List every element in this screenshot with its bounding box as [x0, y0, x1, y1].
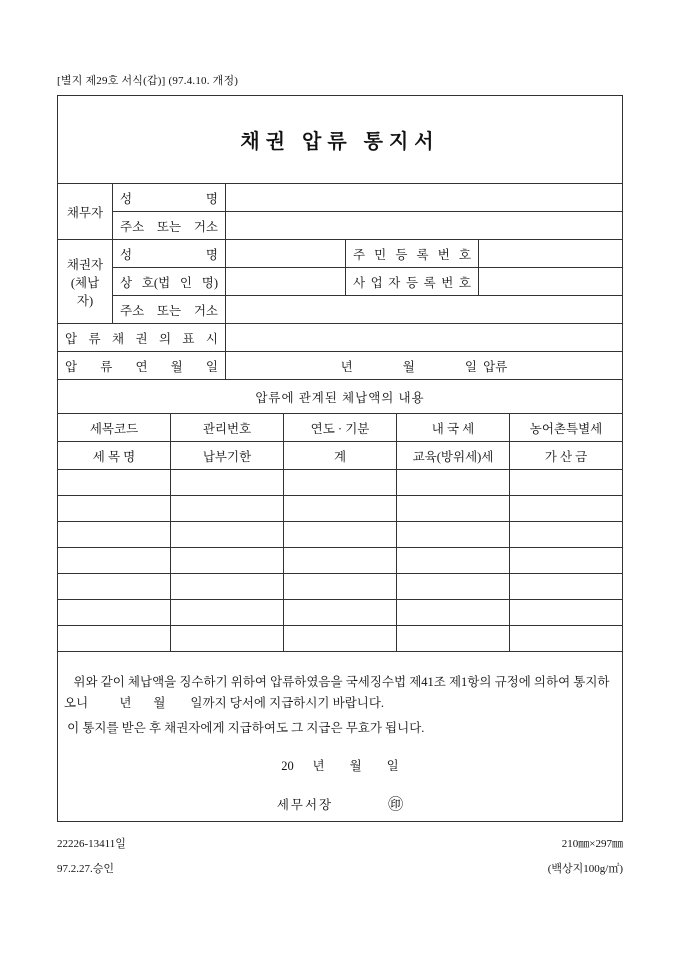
- business-number-label: 사 업 자 등 록 번 호: [346, 268, 479, 296]
- seizure-notice-form: [57, 95, 623, 822]
- seizure-date-label: 압 류 연 월 일: [58, 352, 226, 380]
- creditor-group-line2: (체납자): [70, 275, 100, 308]
- creditor-address-value[interactable]: [226, 296, 623, 324]
- tax-table-cell[interactable]: [171, 496, 284, 522]
- tax-table-cell[interactable]: [510, 548, 623, 574]
- resident-number-value[interactable]: [479, 240, 623, 268]
- creditor-group-line1: 채권자: [66, 257, 104, 272]
- col-header-payment-deadline: 납부기한: [171, 442, 284, 470]
- signer-line: [64, 795, 616, 816]
- footer-left: [57, 832, 126, 883]
- col-header-rural-special-tax: 농어촌특별세: [510, 414, 623, 442]
- table-row: [58, 240, 623, 268]
- footer-right: [548, 832, 623, 883]
- notice-paragraph-2: 이 통지를 받은 후 채권자에게 지급하여도 그 지급은 무효가 됩니다.: [64, 720, 425, 735]
- tax-table-cell[interactable]: [284, 626, 397, 652]
- col-header-management-number: 관리번호: [171, 414, 284, 442]
- tax-table-cell[interactable]: [58, 574, 171, 600]
- tax-table-cell[interactable]: [58, 626, 171, 652]
- tax-table-cell[interactable]: [284, 522, 397, 548]
- tax-table-cell[interactable]: [171, 470, 284, 496]
- table-row: [58, 522, 623, 548]
- table-row: [58, 548, 623, 574]
- creditor-name-value[interactable]: [226, 240, 346, 268]
- paper-size: 210㎜×297㎜: [561, 838, 623, 850]
- creditor-name-label: 성 명: [113, 240, 226, 268]
- signer-title: 세무서장: [276, 797, 334, 812]
- issue-date-line: 20 년 월 일: [281, 758, 399, 773]
- tax-table-cell[interactable]: [58, 548, 171, 574]
- tax-table-cell[interactable]: [284, 496, 397, 522]
- seizure-date-value[interactable]: 년 월 일 압류: [226, 352, 623, 380]
- party-info-table: [57, 183, 623, 380]
- tax-table-cell[interactable]: [58, 600, 171, 626]
- tax-table-cell[interactable]: [171, 600, 284, 626]
- form-control-number: 22226-13411일: [57, 838, 126, 850]
- tax-table-cell[interactable]: [397, 496, 510, 522]
- tax-table-cell[interactable]: [58, 522, 171, 548]
- creditor-group-label: [58, 240, 113, 324]
- debtor-address-label: 주소 또는 거소: [113, 212, 226, 240]
- footer: [57, 832, 623, 883]
- tax-table-cell[interactable]: [510, 470, 623, 496]
- col-header-additional-charge: 가 산 금: [510, 442, 623, 470]
- table-row: [58, 296, 623, 324]
- tax-table-cell[interactable]: [510, 626, 623, 652]
- form-code-label: [별지 제29호 서식(갑)] (97.4.10. 개정): [57, 75, 239, 87]
- tax-table-cell[interactable]: [510, 496, 623, 522]
- tax-table-cell[interactable]: [171, 574, 284, 600]
- table-row: [58, 380, 623, 414]
- creditor-address-label: 주소 또는 거소: [113, 296, 226, 324]
- col-header-total: 계: [284, 442, 397, 470]
- table-header-row: [58, 414, 623, 442]
- paper-spec: (백상지100g/㎡): [547, 863, 623, 876]
- tax-table-cell[interactable]: [397, 600, 510, 626]
- tax-amount-table: [57, 379, 623, 652]
- col-header-item-code: 세목코드: [58, 414, 171, 442]
- tax-table-cell[interactable]: [171, 626, 284, 652]
- tax-table-cell[interactable]: [171, 548, 284, 574]
- table-row: [58, 324, 623, 352]
- table-row: [58, 496, 623, 522]
- tax-table-cell[interactable]: [171, 522, 284, 548]
- table-row: [58, 184, 623, 212]
- tax-table-cell[interactable]: [397, 574, 510, 600]
- tax-table-cell[interactable]: [58, 496, 171, 522]
- table-row: [58, 268, 623, 296]
- table-row: [58, 600, 623, 626]
- seized-claim-label: 압 류 채 권 의 표 시: [58, 324, 226, 352]
- seized-claim-value[interactable]: [226, 324, 623, 352]
- table-header-row: [58, 442, 623, 470]
- debtor-group-label: 채무자: [58, 184, 113, 240]
- debtor-address-value[interactable]: [226, 212, 623, 240]
- debtor-name-value[interactable]: [226, 184, 623, 212]
- tax-table-cell[interactable]: [397, 626, 510, 652]
- table-row: [58, 352, 623, 380]
- tax-table-cell[interactable]: [397, 548, 510, 574]
- tax-table-cell[interactable]: [510, 600, 623, 626]
- col-header-year-term: 연도 · 기분: [284, 414, 397, 442]
- tax-table-cell[interactable]: [397, 522, 510, 548]
- tax-table-cell[interactable]: [284, 548, 397, 574]
- resident-number-label: 주 민 등 록 번 호: [346, 240, 479, 268]
- document-sheet: [57, 0, 623, 883]
- business-number-value[interactable]: [479, 268, 623, 296]
- tax-table-cell[interactable]: [284, 600, 397, 626]
- col-header-item-name: 세 목 명: [58, 442, 171, 470]
- tax-table-cell[interactable]: [397, 470, 510, 496]
- company-name-value[interactable]: [226, 268, 346, 296]
- tax-table-cell[interactable]: [284, 470, 397, 496]
- col-header-internal-tax: 내 국 세: [397, 414, 510, 442]
- table-row: [58, 212, 623, 240]
- seal-mark-icon: ㊞: [388, 796, 404, 813]
- form-title: 채권 압류 통지서: [57, 95, 623, 183]
- table-row: [58, 574, 623, 600]
- approval-date: 97.2.27.승인: [57, 863, 115, 876]
- debtor-name-label: 성 명: [113, 184, 226, 212]
- tax-table-cell[interactable]: [284, 574, 397, 600]
- company-name-label: 상 호(법 인 명): [113, 268, 226, 296]
- notice-text-section: [57, 652, 623, 822]
- tax-table-caption: 압류에 관계된 체납액의 내용: [58, 380, 623, 414]
- tax-table-cell[interactable]: [58, 470, 171, 496]
- col-header-education-tax: 교육(방위세)세: [397, 442, 510, 470]
- notice-paragraph-1: 위와 같이 체납액을 징수하기 위하여 압류하였음을 국세징수법 제41조 제1항의 규정에 의하여 통지하오니 년 월 일까지 당서에 지급하시기 바랍니다.: [64, 675, 610, 711]
- tax-table-cell[interactable]: [510, 574, 623, 600]
- tax-table-cell[interactable]: [510, 522, 623, 548]
- table-row: [58, 626, 623, 652]
- table-row: [58, 470, 623, 496]
